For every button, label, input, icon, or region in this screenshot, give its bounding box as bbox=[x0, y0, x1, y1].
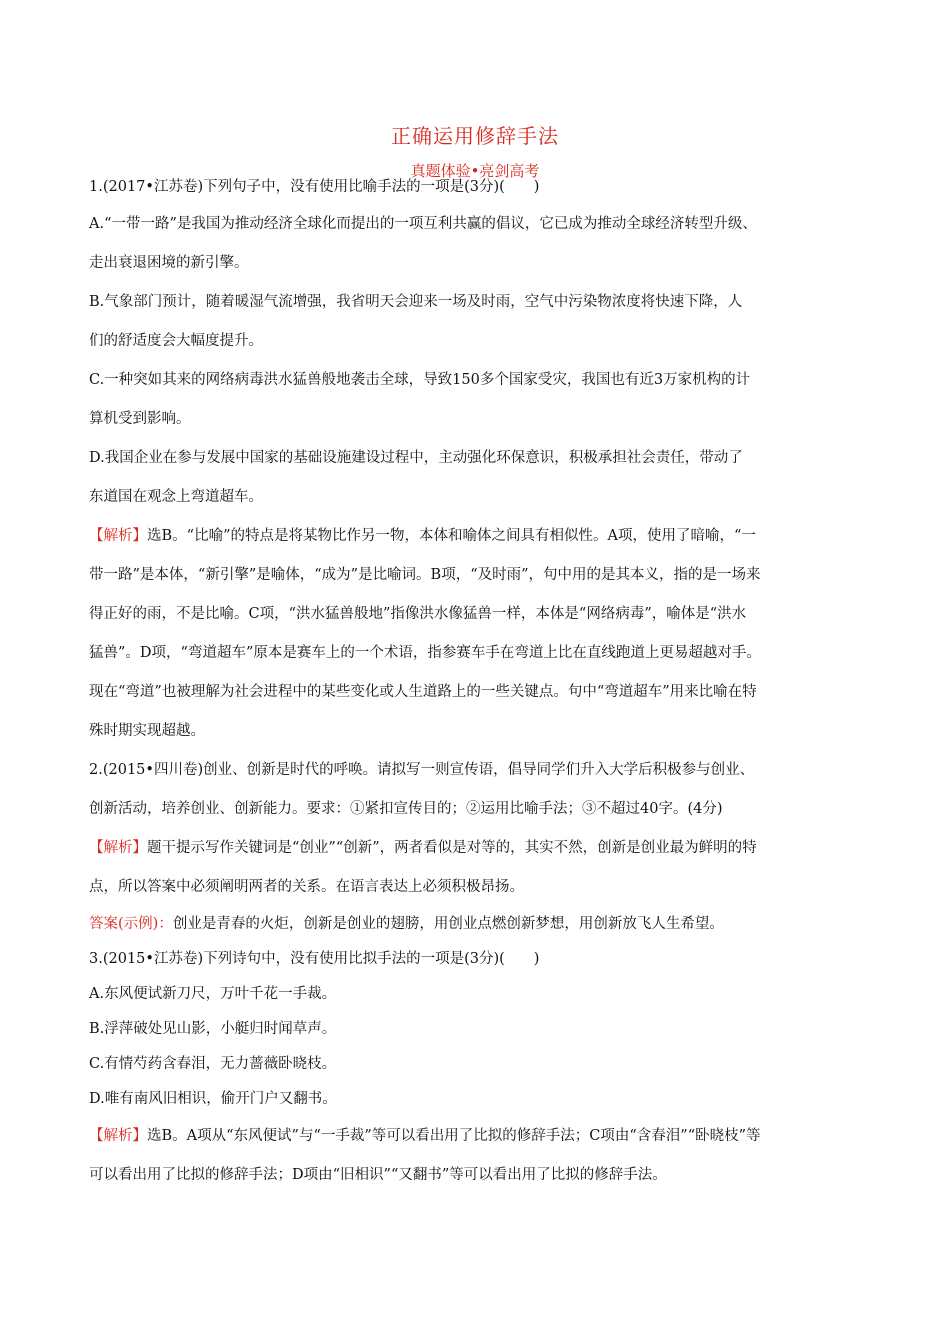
q3-option-c: C.有情芍药含春泪，无力蔷薇卧晓枝。 bbox=[89, 1056, 337, 1072]
section-subtitle: 真题体验•亮剑高考 bbox=[410, 162, 540, 180]
q1-analysis-line6: 殊时期实现超越。 bbox=[89, 723, 205, 739]
q2-stem-line2: 创新活动，培养创业、创新能力。要求：①紧扣宣传目的；②运用比喻手法；③不超过40字。(4分) bbox=[89, 801, 723, 817]
q1-analysis-line2: 带一路”是本体，“新引擎”是喻体，“成为”是比喻词。B项，“及时雨”，句中用的是其本义，指的是一场来 bbox=[89, 567, 761, 583]
q3-option-d: D.唯有南风旧相识，偷开门户又翻书。 bbox=[89, 1091, 337, 1107]
q2-analysis-line1 bbox=[89, 829, 869, 868]
q3-option-b: B.浮萍破处见山影，小艇归时闻草声。 bbox=[89, 1021, 337, 1037]
q1-analysis-line4: 猛兽”。D项，“弯道超车”原本是赛车上的一个术语，指参赛车手在弯道上比在直线跑道上更易超越对手。 bbox=[89, 645, 761, 661]
analysis-text: 题干提示写作关键词是“创业”“创新”，两者看似是对等的，其实不然，创新是创业最为鲜明的特 bbox=[147, 840, 757, 856]
answer-text: 创业是青春的火炬，创新是创业的翅膀，用创业点燃创新梦想，用创新放飞人生希望。 bbox=[172, 916, 724, 932]
q1-option-a-line2: 走出衰退困境的新引擎。 bbox=[89, 255, 249, 271]
q1-option-a-line1: A.“一带一路”是我国为推动经济全球化而提出的一项互利共赢的倡议，它已成为推动全球经济转型升级、 bbox=[89, 216, 757, 232]
q1-analysis-line1 bbox=[89, 517, 869, 556]
page-title: 正确运用修辞手法 bbox=[391, 124, 559, 148]
q1-analysis-line3: 得正好的雨，不是比喻。C项，“洪水猛兽般地”指像洪水像猛兽一样，本体是“网络病毒”，喻体是“洪水 bbox=[89, 606, 747, 622]
q2-analysis-line2: 点，所以答案中必须阐明两者的关系。在语言表达上必须积极昂扬。 bbox=[89, 879, 524, 895]
analysis-text: 选B。“比喻”的特点是将某物比作另一物，本体和喻体之间具有相似性。A项，使用了暗喻，“一 bbox=[147, 528, 756, 544]
q1-option-c-line2: 算机受到影响。 bbox=[89, 411, 191, 427]
q2-answer bbox=[89, 907, 869, 942]
q3-option-a: A.东风便试新刀尺，万叶千花一手裁。 bbox=[89, 986, 337, 1002]
analysis-tag: 【解析】 bbox=[89, 1128, 147, 1144]
q2-stem-line1: 2.(2015•四川卷)创业、创新是时代的呼唤。请拟写一则宣传语，倡导同学们升入大学后积极参与创业、 bbox=[89, 762, 755, 778]
q3-analysis-line1 bbox=[89, 1117, 869, 1156]
q1-option-b-line2: 们的舒适度会大幅度提升。 bbox=[89, 333, 263, 349]
q1-option-b-line1: B.气象部门预计，随着暖湿气流增强，我省明天会迎来一场及时雨，空气中污染物浓度将快速下降，人 bbox=[89, 294, 743, 310]
document-body bbox=[89, 170, 869, 1195]
q1-analysis-line5: 现在“弯道”也被理解为社会进程中的某些变化或人生道路上的一些关键点。句中“弯道超车”用来比喻在特 bbox=[89, 684, 757, 700]
q1-option-d-line2: 东道国在观念上弯道超车。 bbox=[89, 489, 263, 505]
q1-stem: 1.(2017•江苏卷)下列句子中，没有使用比喻手法的一项是(3分)( ) bbox=[89, 179, 540, 195]
q3-stem: 3.(2015•江苏卷)下列诗句中，没有使用比拟手法的一项是(3分)( ) bbox=[89, 951, 540, 967]
analysis-tag: 【解析】 bbox=[89, 840, 147, 856]
analysis-tag: 【解析】 bbox=[89, 528, 147, 544]
answer-label: 答案(示例)： bbox=[89, 916, 173, 932]
q3-analysis-line2: 可以看出用了比拟的修辞手法；D项由“旧相识”“又翻书”等可以看出用了比拟的修辞手法。 bbox=[89, 1167, 667, 1183]
q1-option-d-line1: D.我国企业在参与发展中国家的基础设施建设过程中，主动强化环保意识，积极承担社会责任，带动了 bbox=[89, 450, 743, 466]
q1-option-c-line1: C.一种突如其来的网络病毒洪水猛兽般地袭击全球，导致150多个国家受灾，我国也有近3万家机构的计 bbox=[89, 372, 751, 388]
analysis-text: 选B。A项从“东风便试”与“一手裁”等可以看出用了比拟的修辞手法；C项由“含春泪”“卧晓枝”等 bbox=[147, 1128, 761, 1144]
